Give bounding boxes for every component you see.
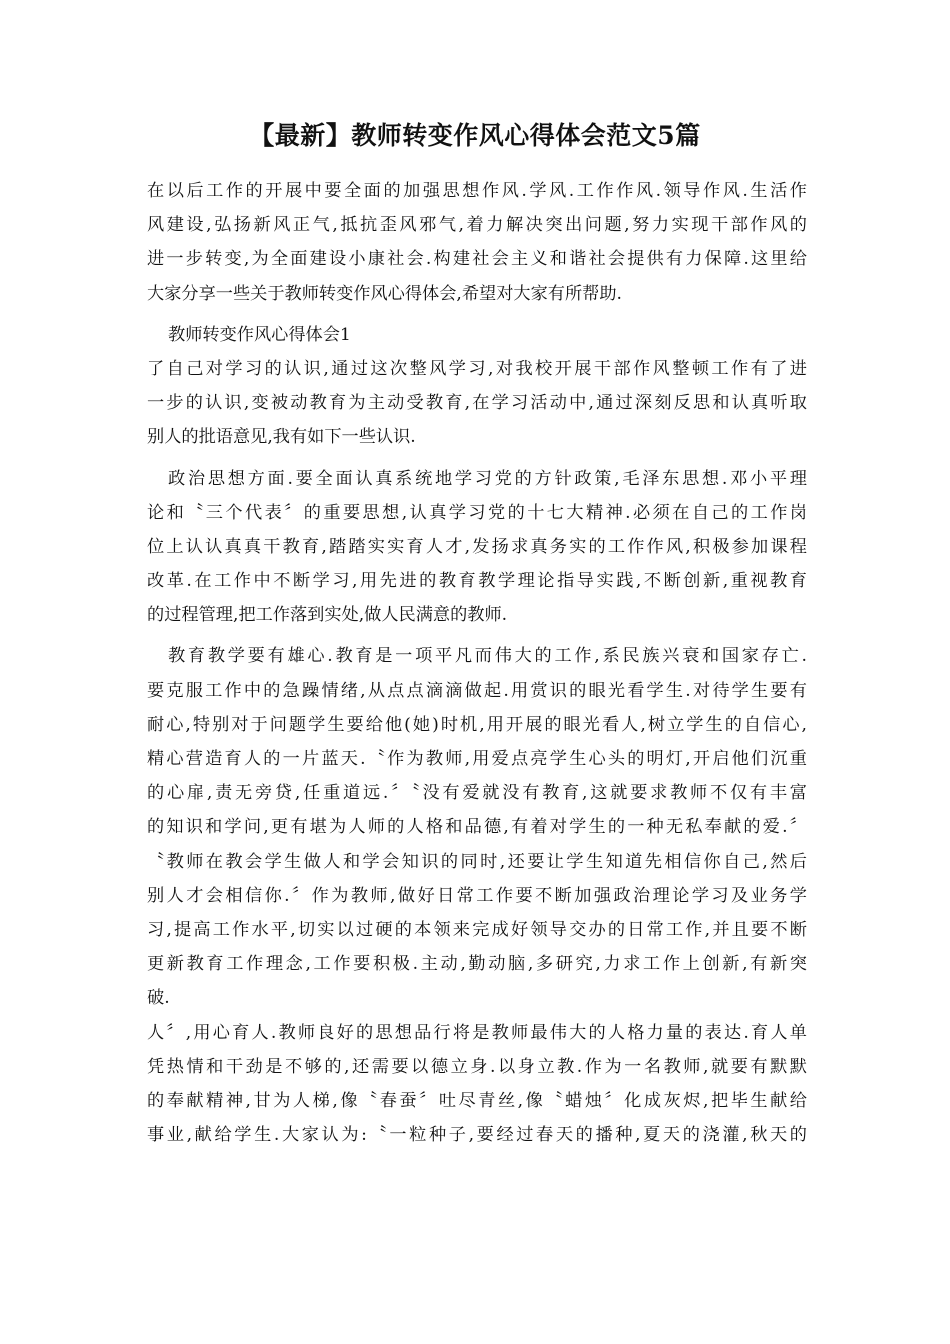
text-line: 教育教学要有雄心.教育是一项平凡而伟大的工作,系民族兴衰和国家存亡. xyxy=(168,646,807,667)
section-heading-text: 教师转变作风心得体会1 xyxy=(168,324,351,345)
document-title: 【最新】教师转变作风心得体会范文5篇 xyxy=(249,121,701,150)
text-line: 的过程管理,把工作落到实处,做人民满意的教师. xyxy=(147,605,508,626)
text-line: 要克服工作中的急躁情绪,从点点滴滴做起.用赏识的眼光看学生.对待学生要有 xyxy=(147,680,807,701)
paragraph xyxy=(147,462,807,633)
text-line: 位上认认真真干教育,踏踏实实育人才,发扬求真务实的工作作风,积极参加课程 xyxy=(147,536,807,557)
text-line: 风建设,弘扬新风正气,抵抗歪风邪气,着力解决突出问题,努力实现干部作风的 xyxy=(147,215,807,236)
text-line: 政治思想方面.要全面认真系统地学习党的方针政策,毛泽东思想.邓小平理 xyxy=(168,468,807,489)
text-line: 论和〝三个代表〞的重要思想,认真学习党的十七大精神.必须在自己的工作岗 xyxy=(147,502,807,523)
text-line: 事业,献给学生.大家认为:〝一粒种子,要经过春天的播种,夏天的浇灌,秋天的 xyxy=(147,1125,807,1146)
text-line: 破. xyxy=(147,988,170,1009)
paragraph xyxy=(147,352,807,455)
text-line: 耐心,特别对于问题学生要给他(她)时机,用开展的眼光看人,树立学生的自信心, xyxy=(147,714,807,735)
text-line: 的知识和学问,更有堪为人师的人格和品德,有着对学生的一种无私奉献的爱.〞 xyxy=(147,817,807,838)
text-line: 更新教育工作理念,工作要积极.主动,勤动脑,多研究,力求工作上创新,有新突 xyxy=(147,954,807,975)
text-line: 一步的认识,变被动教育为主动受教育,在学习活动中,通过深刻反思和认真听取 xyxy=(147,393,807,414)
text-line: 大家分享一些关于教师转变作风心得体会,希望对大家有所帮助. xyxy=(147,283,622,304)
text-line: 的奉献精神,甘为人梯,像〝春蚕〞吐尽青丝,像〝蜡烛〞化成灰烬,把毕生献给 xyxy=(147,1090,807,1111)
text-line: 改革.在工作中不断学习,用先进的教育教学理论指导实践,不断创新,重视教育 xyxy=(147,571,807,592)
text-line: 进一步转变,为全面建设小康社会.构建社会主义和谐社会提供有力保障.这里给 xyxy=(147,249,807,270)
text-line: 了自己对学习的认识,通过这次整风学习,对我校开展干部作风整顿工作有了进 xyxy=(147,358,807,379)
text-line: 在以后工作的开展中要全面的加强思想作风.学风.工作作风.领导作风.生活作 xyxy=(147,181,807,201)
section-heading xyxy=(147,318,807,352)
text-line: 别人的批语意见,我有如下一些认识. xyxy=(147,427,416,448)
text-line: 凭热情和干劲是不够的,还需要以德立身.以身立教.作为一名教师,就要有默默 xyxy=(147,1056,807,1077)
document-body xyxy=(147,174,807,1152)
paragraph xyxy=(147,1016,807,1153)
text-line: 别人才会相信你.〞作为教师,做好日常工作要不断加强政治理论学习及业务学 xyxy=(147,885,807,906)
text-line: 习,提高工作水平,切实以过硬的本领来完成好领导交办的日常工作,并且要不断 xyxy=(147,919,807,940)
text-line: 精心营造育人的一片蓝天.〝作为教师,用爱点亮学生心头的明灯,开启他们沉重 xyxy=(147,749,807,769)
text-line: 的心扉,责无旁贷,任重道远.〞〝没有爱就没有教育,这就要求教师不仅有丰富 xyxy=(147,783,807,804)
text-line: 〝教师在教会学生做人和学会知识的同时,还要让学生知道先相信你自己,然后 xyxy=(147,851,807,872)
intro-paragraph xyxy=(147,174,807,311)
text-line: 人〞,用心育人.教师良好的思想品行将是教师最伟大的人格力量的表达.育人单 xyxy=(147,1022,807,1043)
paragraph xyxy=(147,639,807,1015)
